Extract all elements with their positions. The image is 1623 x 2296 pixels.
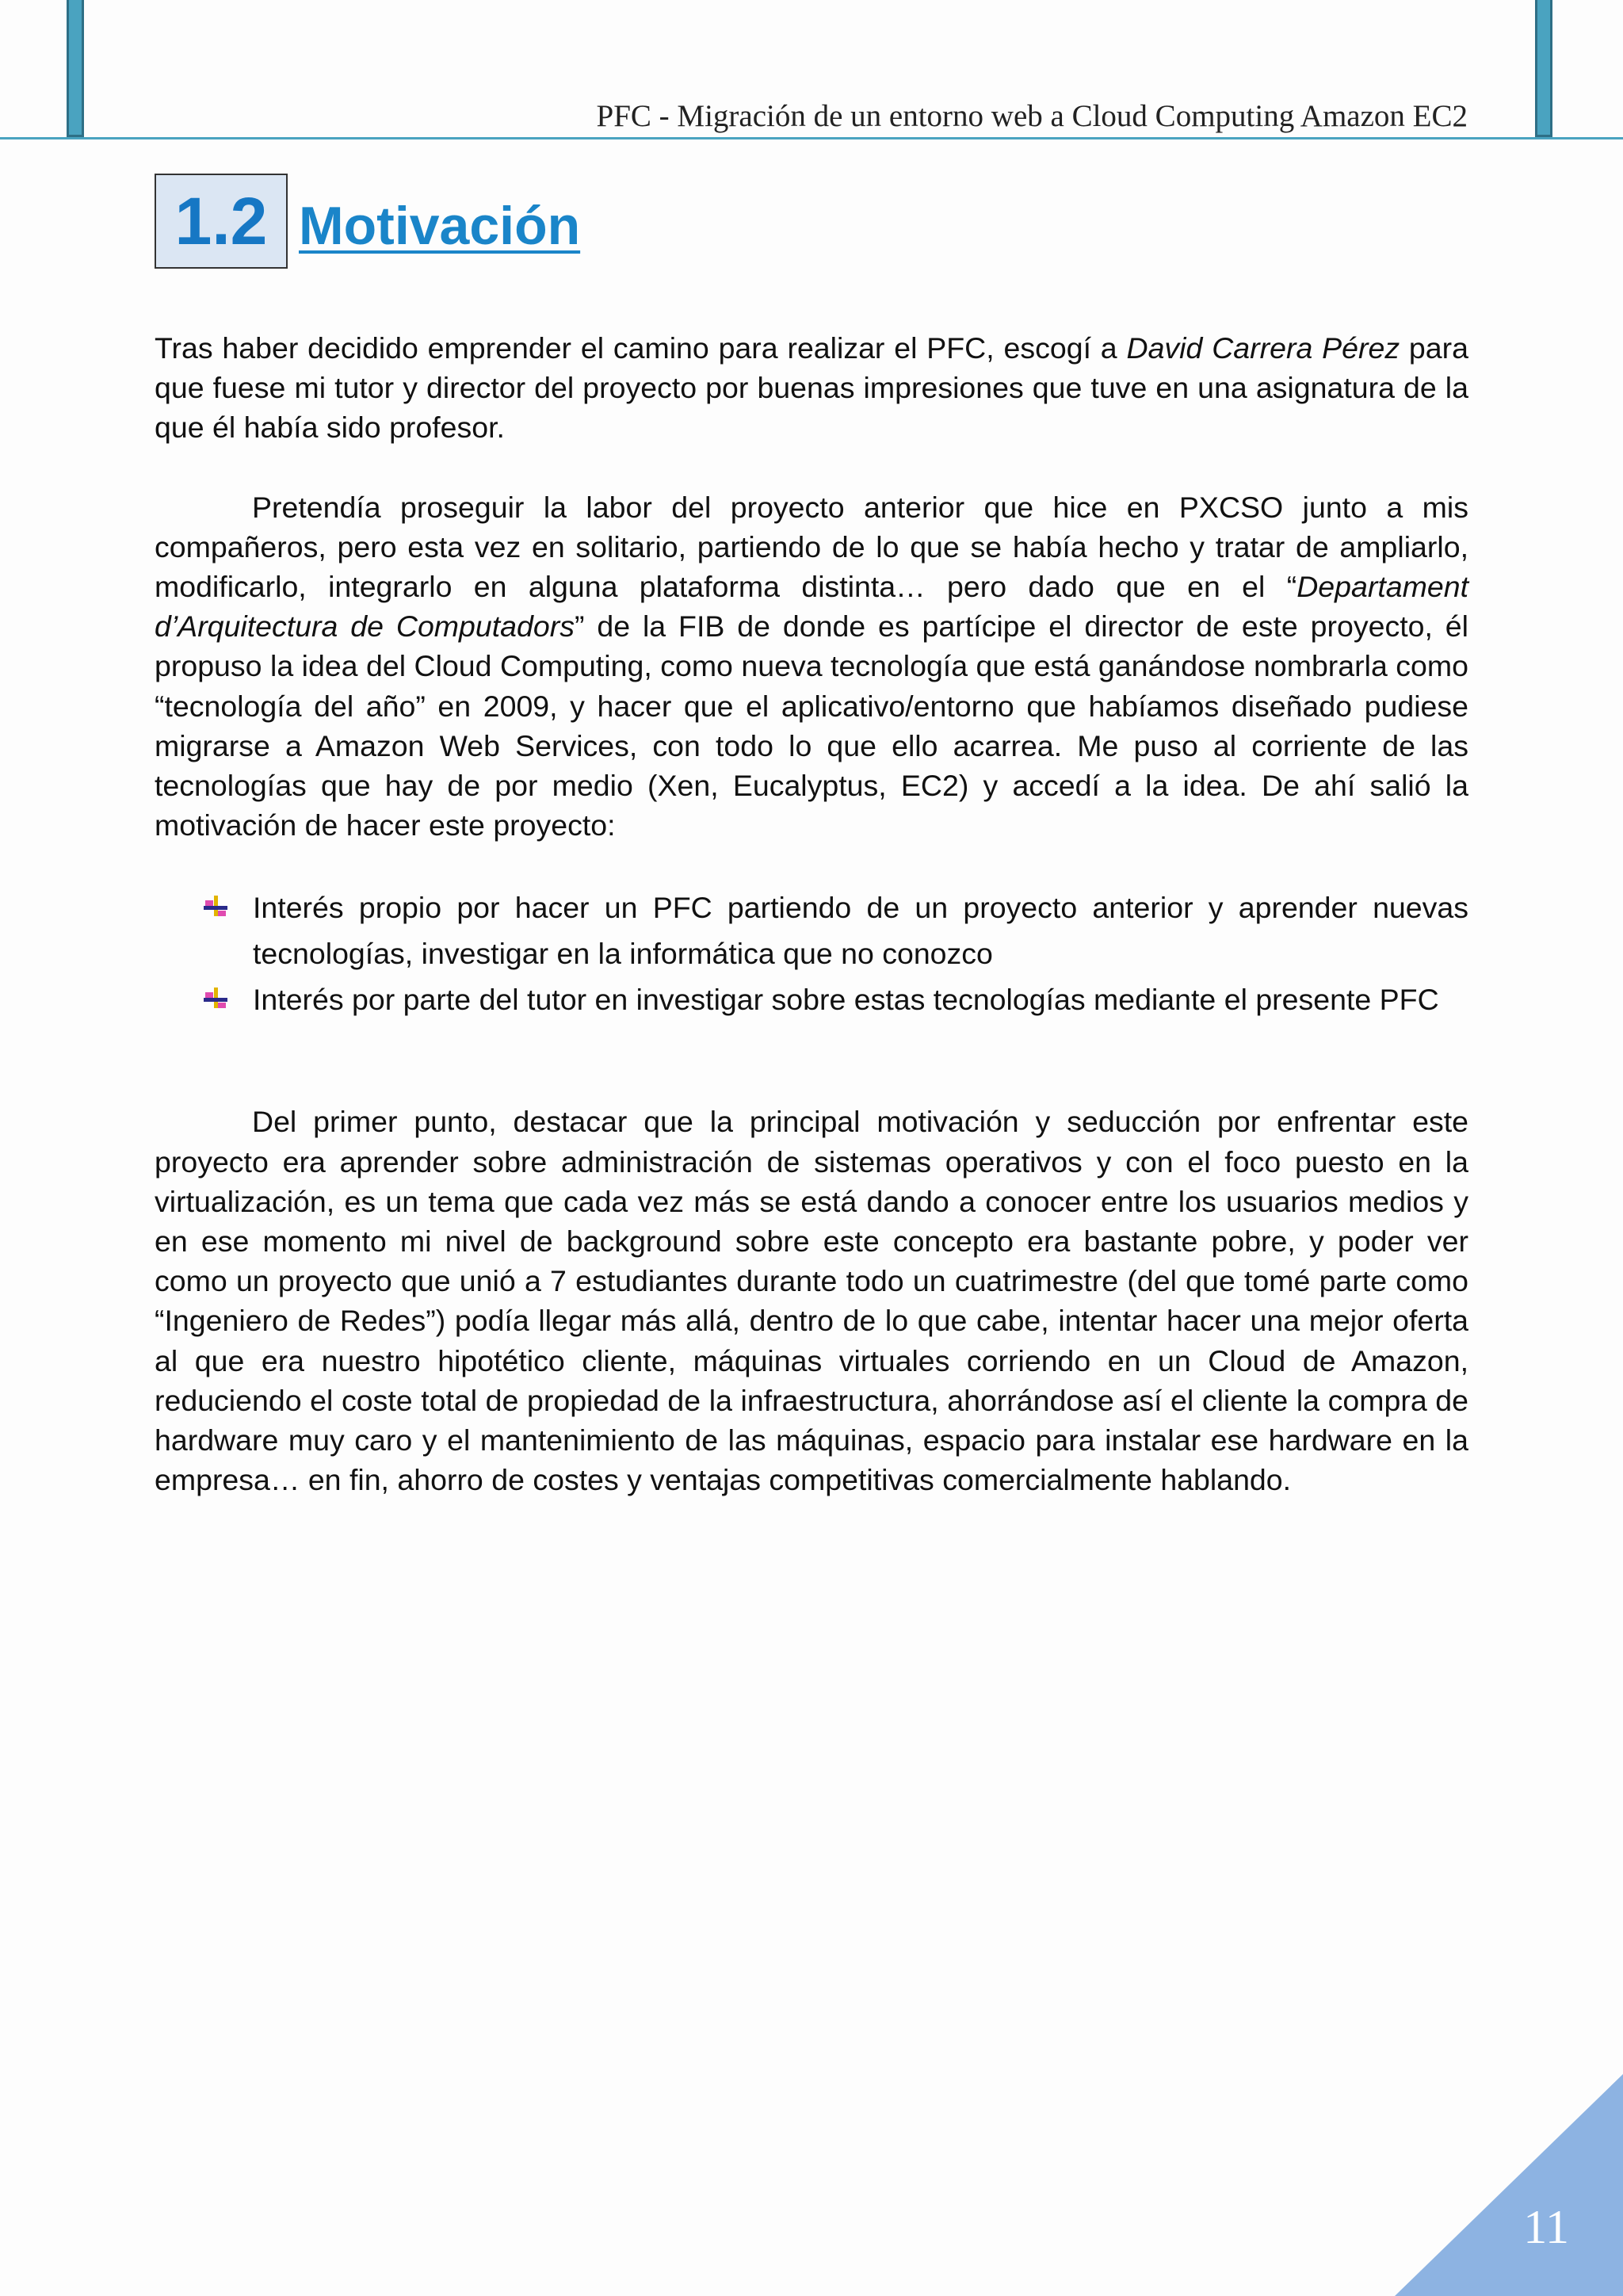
- bullet-icon: [204, 896, 227, 919]
- body-text: [155, 328, 1468, 1539]
- paragraph-intro: [155, 328, 1468, 448]
- list-item: [155, 976, 1468, 1022]
- running-header: PFC - Migración de un entorno web a Cloud Computing Amazon EC2: [596, 99, 1468, 133]
- list-item: [155, 884, 1468, 976]
- tutor-name: David Carrera Pérez: [1126, 331, 1400, 365]
- paragraph-intro-text-end: para que fuese mi tutor y director del proyecto por buenas impresiones que tuve en una asignatura de la que él había sido profesor.: [155, 331, 1468, 445]
- paragraph-background: [155, 487, 1468, 846]
- page-corner-triangle: [1395, 2074, 1623, 2296]
- section-number: 1.2: [155, 174, 288, 269]
- paragraph-background-text-end: ” de la FIB de donde es partícipe el director de este proyecto, él propuso la idea del Cloud Computing, como nueva tecnología que está ganándose nombrarla como “tecnología del año” en 2009, y hacer que el aplicativo/entorno que habíamos diseñado pudiese migrarse a Amazon Web Services, con todo lo que ello acarrea. Me puso al corriente de las tecnologías que hay de por medio (Xen, Eucalyptus, EC2) y accedí a la idea. De ahí salió la motivación de hacer este proyecto:: [155, 609, 1468, 842]
- page-number: 11: [1523, 2201, 1569, 2253]
- header-rule: [0, 137, 1623, 139]
- motivation-list: [155, 884, 1468, 1022]
- list-item-text: Interés por parte del tutor en investigar sobre estas tecnologías mediante el presente PFC: [253, 983, 1439, 1017]
- paragraph-intro-text: Tras haber decidido emprender el camino para realizar el PFC, escogí a: [155, 331, 1127, 365]
- department-name: Departament d’Arquitectura de Computadors: [155, 570, 1468, 644]
- paragraph-background-text: Pretendía proseguir la labor del proyecto anterior que hice en PXCSO junto a mis compañeros, pero esta vez en solitario, partiendo de lo que se había hecho y tratar de ampliarlo, modificarlo, integrarlo en alguna plataforma distinta… pero dado que en el “: [155, 490, 1468, 604]
- header-bar-left: [67, 0, 84, 137]
- list-item-text: Interés propio por hacer un PFC partiendo de un proyecto anterior y aprender nuevas tecnologías, investigar en la informática que no conozco: [253, 891, 1468, 971]
- section-title: Motivación: [299, 196, 581, 256]
- header-bar-right: [1535, 0, 1552, 137]
- bullet-icon: [204, 988, 227, 1011]
- paragraph-conclusion: Del primer punto, destacar que la principal motivación y seducción por enfrentar este proyecto era aprender sobre administración de sistemas operativos y con el foco puesto en la virtualización, es un tema que cada vez más se está dando a conocer entre los usuarios medios y en ese momento mi nivel de background sobre este concepto era bastante pobre, y poder ver como un proyecto que unió a 7 estudiantes durante todo un cuatrimestre (del que tomé parte como “Ingeniero de Redes”) podía llegar más allá, dentro de lo que cabe, intentar hacer una mejor oferta al que era nuestro hipotético cliente, máquinas virtuales corriendo en un Cloud de Amazon, reduciendo el coste total de propiedad de la infraestructura, ahorrándose así el cliente la compra de hardware muy caro y el mantenimiento de las máquinas, espacio para instalar ese hardware en la empresa… en fin, ahorro de costes y ventajas competitivas comercialmente hablando.: [155, 1105, 1468, 1497]
